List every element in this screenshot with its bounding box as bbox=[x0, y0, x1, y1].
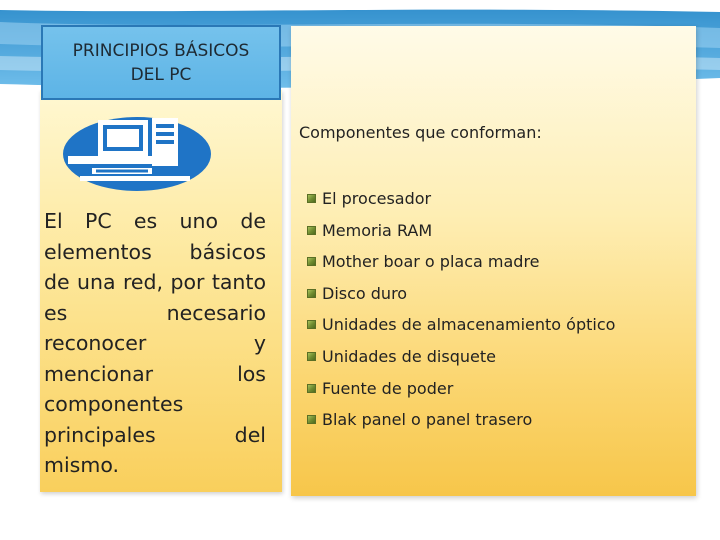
list-item bbox=[307, 183, 615, 215]
list-item bbox=[307, 215, 615, 247]
list-item-label: Fuente de poder bbox=[322, 378, 454, 398]
bullet-icon bbox=[307, 194, 316, 203]
slide-title bbox=[51, 39, 271, 87]
list-item-label: El procesador bbox=[322, 189, 432, 208]
list-item bbox=[307, 246, 615, 278]
title-line-2: DEL PC bbox=[130, 64, 192, 85]
list-item-label: Disco duro bbox=[322, 283, 408, 303]
list-item-label: Memoria RAM bbox=[322, 220, 433, 240]
list-item bbox=[307, 373, 615, 405]
title-box bbox=[41, 25, 281, 100]
list-item bbox=[307, 309, 615, 341]
bullet-icon bbox=[307, 257, 316, 266]
bullet-icon bbox=[307, 415, 316, 424]
list-item-label: Unidades de disquete bbox=[322, 346, 496, 366]
list-item bbox=[307, 278, 615, 310]
list-item-label: Unidades de almacenamiento óptico bbox=[322, 315, 616, 335]
bullet-icon bbox=[307, 289, 316, 298]
components-heading: Componentes que conforman: bbox=[299, 123, 542, 142]
list-item bbox=[307, 404, 615, 436]
bullet-icon bbox=[307, 384, 316, 393]
components-list bbox=[307, 183, 615, 436]
list-item-label: Mother boar o placa madre bbox=[322, 252, 540, 272]
description-paragraph: El PC es uno de elementos básicos de una red, por tanto es necesario reconocer y mencionar los componentes principales del mismo. bbox=[44, 209, 266, 477]
computer-icon bbox=[62, 112, 212, 192]
bullet-icon bbox=[307, 320, 316, 329]
list-item-label: Blak panel o panel trasero bbox=[322, 410, 533, 430]
title-line-1: PRINCIPIOS BÁSICOS bbox=[72, 40, 250, 61]
bullet-icon bbox=[307, 226, 316, 235]
bullet-icon bbox=[307, 352, 316, 361]
list-item bbox=[307, 341, 615, 373]
